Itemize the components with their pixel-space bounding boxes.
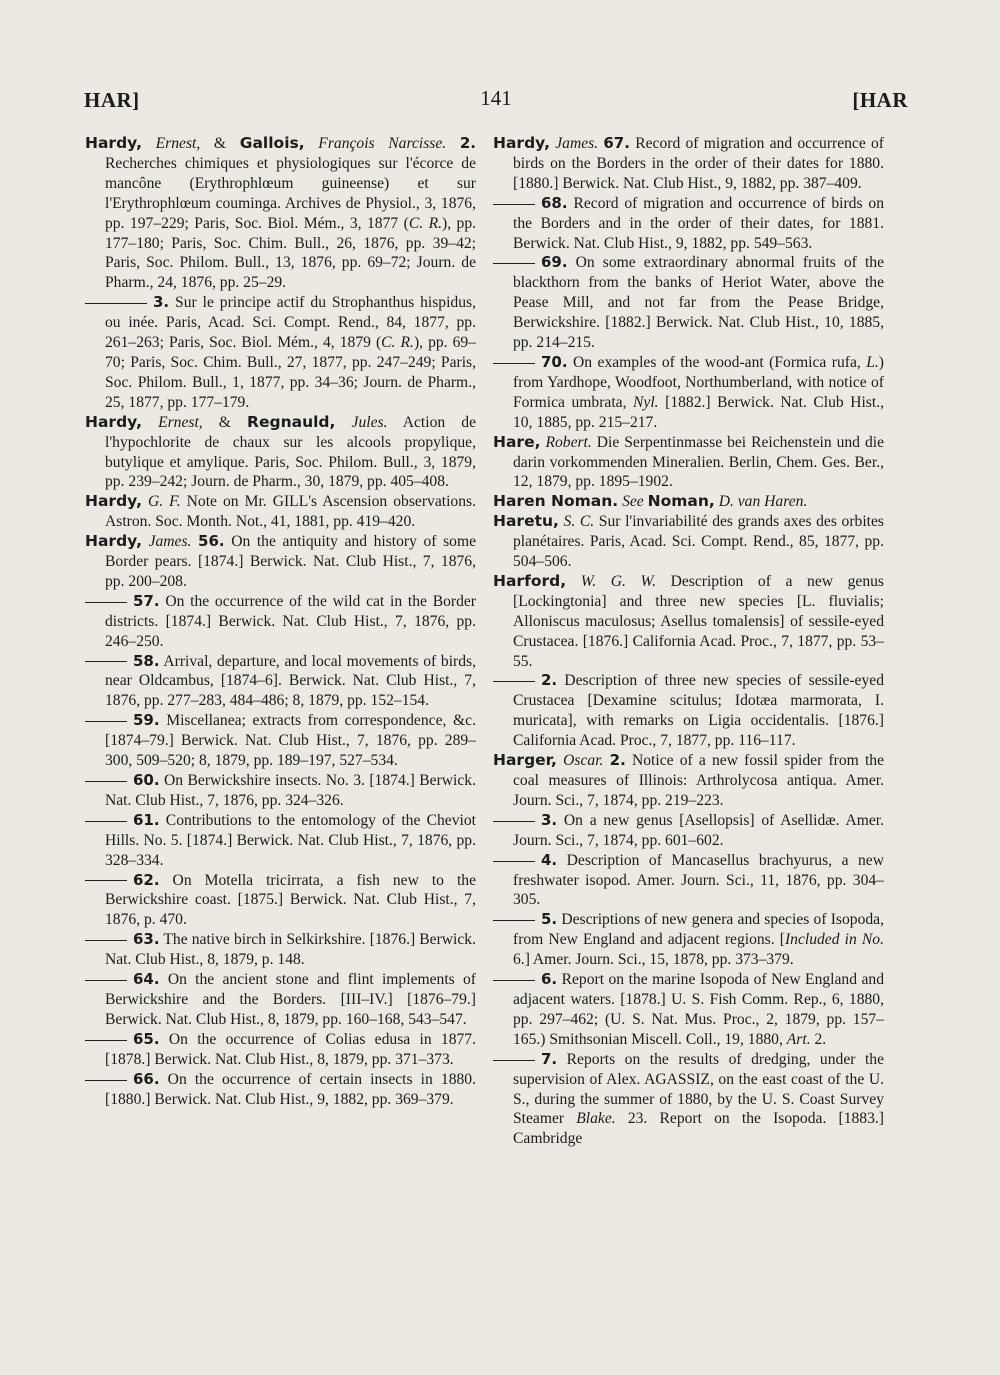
ditto-dash	[85, 303, 147, 304]
ditto-dash	[85, 1040, 127, 1041]
bibliography-entry: Haren Noman. See Noman, D. van Haren.	[493, 492, 808, 511]
bibliography-entry: 57. On the occurrence of the wild cat in the Border districts. [1874.] Berwick. Nat. Club Hist., 7, 1876, pp. 246–250.	[85, 592, 476, 652]
ditto-dash	[493, 920, 535, 921]
bibliography-entry: 65. On the occurrence of Colias edusa in 1877. [1878.] Berwick. Nat. Club Hist., 8, 1879, pp. 371–373.	[85, 1030, 476, 1070]
ditto-dash	[493, 204, 535, 205]
page-number: 141	[480, 86, 512, 110]
ditto-dash	[493, 980, 535, 981]
bibliography-entry: 61. Contributions to the entomology of the Cheviot Hills. No. 5. [1874.] Berwick. Nat. Club Hist., 7, 1876, pp. 328–334.	[85, 811, 476, 871]
ditto-dash	[493, 861, 535, 862]
ditto-dash	[493, 363, 535, 364]
ditto-dash	[85, 602, 127, 603]
bibliography-entry: 66. On the occurrence of certain insects in 1880. [1880.] Berwick. Nat. Club Hist., 9, 1882, pp. 369–379.	[85, 1070, 476, 1110]
bibliography-entry: Hardy, Ernest, & Regnauld, Jules. Action de l'hypochlorite de chaux sur les alcools propylique, butylique et amylique. Paris, Soc. Philom. Bull., 3, 1879, pp. 239–242; Journ. de Pharm., 30, 1879, pp. 405–408.	[85, 412, 476, 491]
bibliography-entry: Haretu, S. C. Sur l'invariabilité des grands axes des orbites planétaires. Paris, Acad. Sci. Compt. Rend., 85, 1877, pp. 504–506.	[493, 512, 884, 571]
ditto-dash	[493, 263, 535, 264]
bibliography-entry: 5. Descriptions of new genera and species of Isopoda, from New England and adjacent regions. [Included in No. 6.] Amer. Journ. Sci., 15, 1878, pp. 373–379.	[493, 910, 884, 970]
bibliography-entry: Harford, W. G. W. Description of a new genus [Lockingtonia] and three new species [L. fluvialis; Alloniscus maculosus; Asellus tomalensis] of sessile-eyed Crustacea. [1876.] California Acad. Proc., 7, 1877, pp. 53–55.	[493, 571, 884, 670]
bibliography-entry: 68. Record of migration and occurrence of birds on the Borders and in the order of their dates, for 1881. Berwick. Nat. Club Hist., 9, 1882, pp. 549–563.	[493, 194, 884, 254]
bibliography-entry: Hardy, James. 56. On the antiquity and history of some Border pears. [1874.] Berwick. Nat. Club Hist., 7, 1876, pp. 200–208.	[85, 532, 476, 590]
bibliography-entry: 4. Description of Mancasellus brachyurus, a new freshwater isopod. Amer. Journ. Sci., 11, 1876, pp. 304–305.	[493, 851, 884, 911]
bibliography-entry: 2. Description of three new species of sessile-eyed Crustacea [Dexamine scitulus; Idotæa marmorata, I. muricata], with remarks on Ligia occidentalis. [1876.] California Acad. Proc., 7, 1877, pp. 116–117.	[493, 671, 884, 751]
bibliography-entry: 64. On the ancient stone and flint implements of Berwickshire and the Borders. [III–IV.] [1876–79.] Berwick. Nat. Club Hist., 8, 1879, pp. 160–168, 543–547.	[85, 970, 476, 1030]
bibliography-entry: Hardy, G. F. Note on Mr. GILL's Ascension observations. Astron. Soc. Month. Not., 41, 1881, pp. 419–420.	[85, 492, 476, 531]
ditto-dash	[493, 1060, 535, 1061]
bibliography-entry: 60. On Berwickshire insects. No. 3. [1874.] Berwick. Nat. Club Hist., 7, 1876, pp. 324–326.	[85, 771, 476, 811]
ditto-dash	[85, 980, 127, 981]
ditto-dash	[493, 681, 535, 682]
bibliography-entry: 58. Arrival, departure, and local movements of birds, near Oldcambus, [1874–6]. Berwick. Nat. Club Hist., 7, 1876, pp. 277–283, 484–486; 8, 1879, pp. 152–154.	[85, 652, 476, 712]
bibliography-entry: 3. Sur le principe actif du Strophanthus hispidus, ou inée. Paris, Acad. Sci. Compt. Rend., 84, 1877, pp. 261–263; Paris, Soc. Biol. Mém., 4, 1879 (C. R.), pp. 69–70; Paris, Soc. Chim. Bull., 27, 1877, pp. 247–249; Paris, Soc. Philom. Bull., 1, 1877, pp. 34–36; Journ. de Pharm., 25, 1877, pp. 177–179.	[85, 293, 476, 412]
ditto-dash	[85, 661, 127, 662]
bibliography-entry: 59. Miscellanea; extracts from correspondence, &c. [1874–79.] Berwick. Nat. Club Hist., 7, 1876, pp. 289–300, 509–520; 8, 1879, pp. 189–197, 527–534.	[85, 711, 476, 771]
bibliography-entry: Hardy, James. 67. Record of migration and occurrence of birds on the Borders in the order of their dates for 1880. [1880.] Berwick. Nat. Club Hist., 9, 1882, pp. 387–409.	[493, 134, 885, 192]
left-column	[85, 134, 476, 1109]
bibliography-entry: Harger, Oscar. 2. Notice of a new fossil spider from the coal measures of Illinois: Arthrolycosa antiqua. Amer. Journ. Sci., 7, 1874, pp. 219–223.	[493, 751, 885, 809]
bibliography-entry: 63. The native birch in Selkirkshire. [1876.] Berwick. Nat. Club Hist., 8, 1879, p. 148.	[85, 930, 476, 970]
ditto-dash	[85, 1080, 127, 1081]
bibliography-entry: 69. On some extraordinary abnormal fruits of the blackthorn from the banks of Heriot Water, above the Pease Mill, and not far from the Pease Bridge, Berwickshire. [1882.] Berwick. Nat. Club Hist., 10, 1885, pp. 214–215.	[493, 253, 884, 353]
ditto-dash	[85, 821, 127, 822]
bibliography-entry: 62. On Motella tricirrata, a fish new to the Berwickshire coast. [1875.] Berwick. Nat. Club Hist., 7, 1876, p. 470.	[85, 871, 476, 931]
header-left-label: HAR]	[84, 88, 140, 112]
ditto-dash	[85, 880, 127, 881]
right-column	[493, 134, 884, 1149]
bibliography-entry: 70. On examples of the wood-ant (Formica rufa, L.) from Yardhope, Woodfoot, Northumberland, with notice of Formica umbrata, Nyl. [1882.] Berwick. Nat. Club Hist., 10, 1885, pp. 215–217.	[493, 353, 884, 433]
bibliography-entry: 6. Report on the marine Isopoda of New England and adjacent waters. [1878.] U. S. Fish Comm. Rep., 6, 1880, pp. 297–462; (U. S. Nat. Mus. Proc., 2, 1879, pp. 157–165.) Smithsonian Miscell. Coll., 19, 1880, Art. 2.	[493, 970, 884, 1050]
ditto-dash	[85, 940, 127, 941]
bibliography-entry: 7. Reports on the results of dredging, under the supervision of Alex. AGASSIZ, on the east coast of the U. S., during the summer of 1880, by the U. S. Coast Survey Steamer Blake. 23. Report on the Isopoda. [1883.] Cambridge	[493, 1050, 884, 1150]
bibliography-entry: Hare, Robert. Die Serpentinmasse bei Reichenstein und die darin vorkommenden Mineralien. Berlin, Chem. Ges. Ber., 12, 1879, pp. 1895–1902.	[493, 432, 884, 491]
ditto-dash	[85, 781, 127, 782]
running-header	[84, 88, 908, 118]
header-right-label: [HAR	[852, 88, 908, 112]
bibliography-entry: Hardy, Ernest, & Gallois, François Narcisse. 2. Recherches chimiques et physiologiques sur l'écorce de mancône (Erythrophlœum guineense) et sur l'Erythrophlœum couminga. Archives de Physiol., 3, 1876, pp. 197–229; Paris, Soc. Biol. Mém., 3, 1877 (C. R.), pp. 177–180; Paris, Soc. Chim. Bull., 26, 1876, pp. 39–42; Paris, Soc. Philom. Bull., 13, 1876, pp. 69–72; Journ. de Pharm., 24, 1876, pp. 25–29.	[85, 134, 477, 292]
ditto-dash	[85, 721, 127, 722]
bibliography-entry: 3. On a new genus [Asellopsis] of Asellidæ. Amer. Journ. Sci., 7, 1874, pp. 601–602.	[493, 811, 884, 851]
ditto-dash	[493, 821, 535, 822]
